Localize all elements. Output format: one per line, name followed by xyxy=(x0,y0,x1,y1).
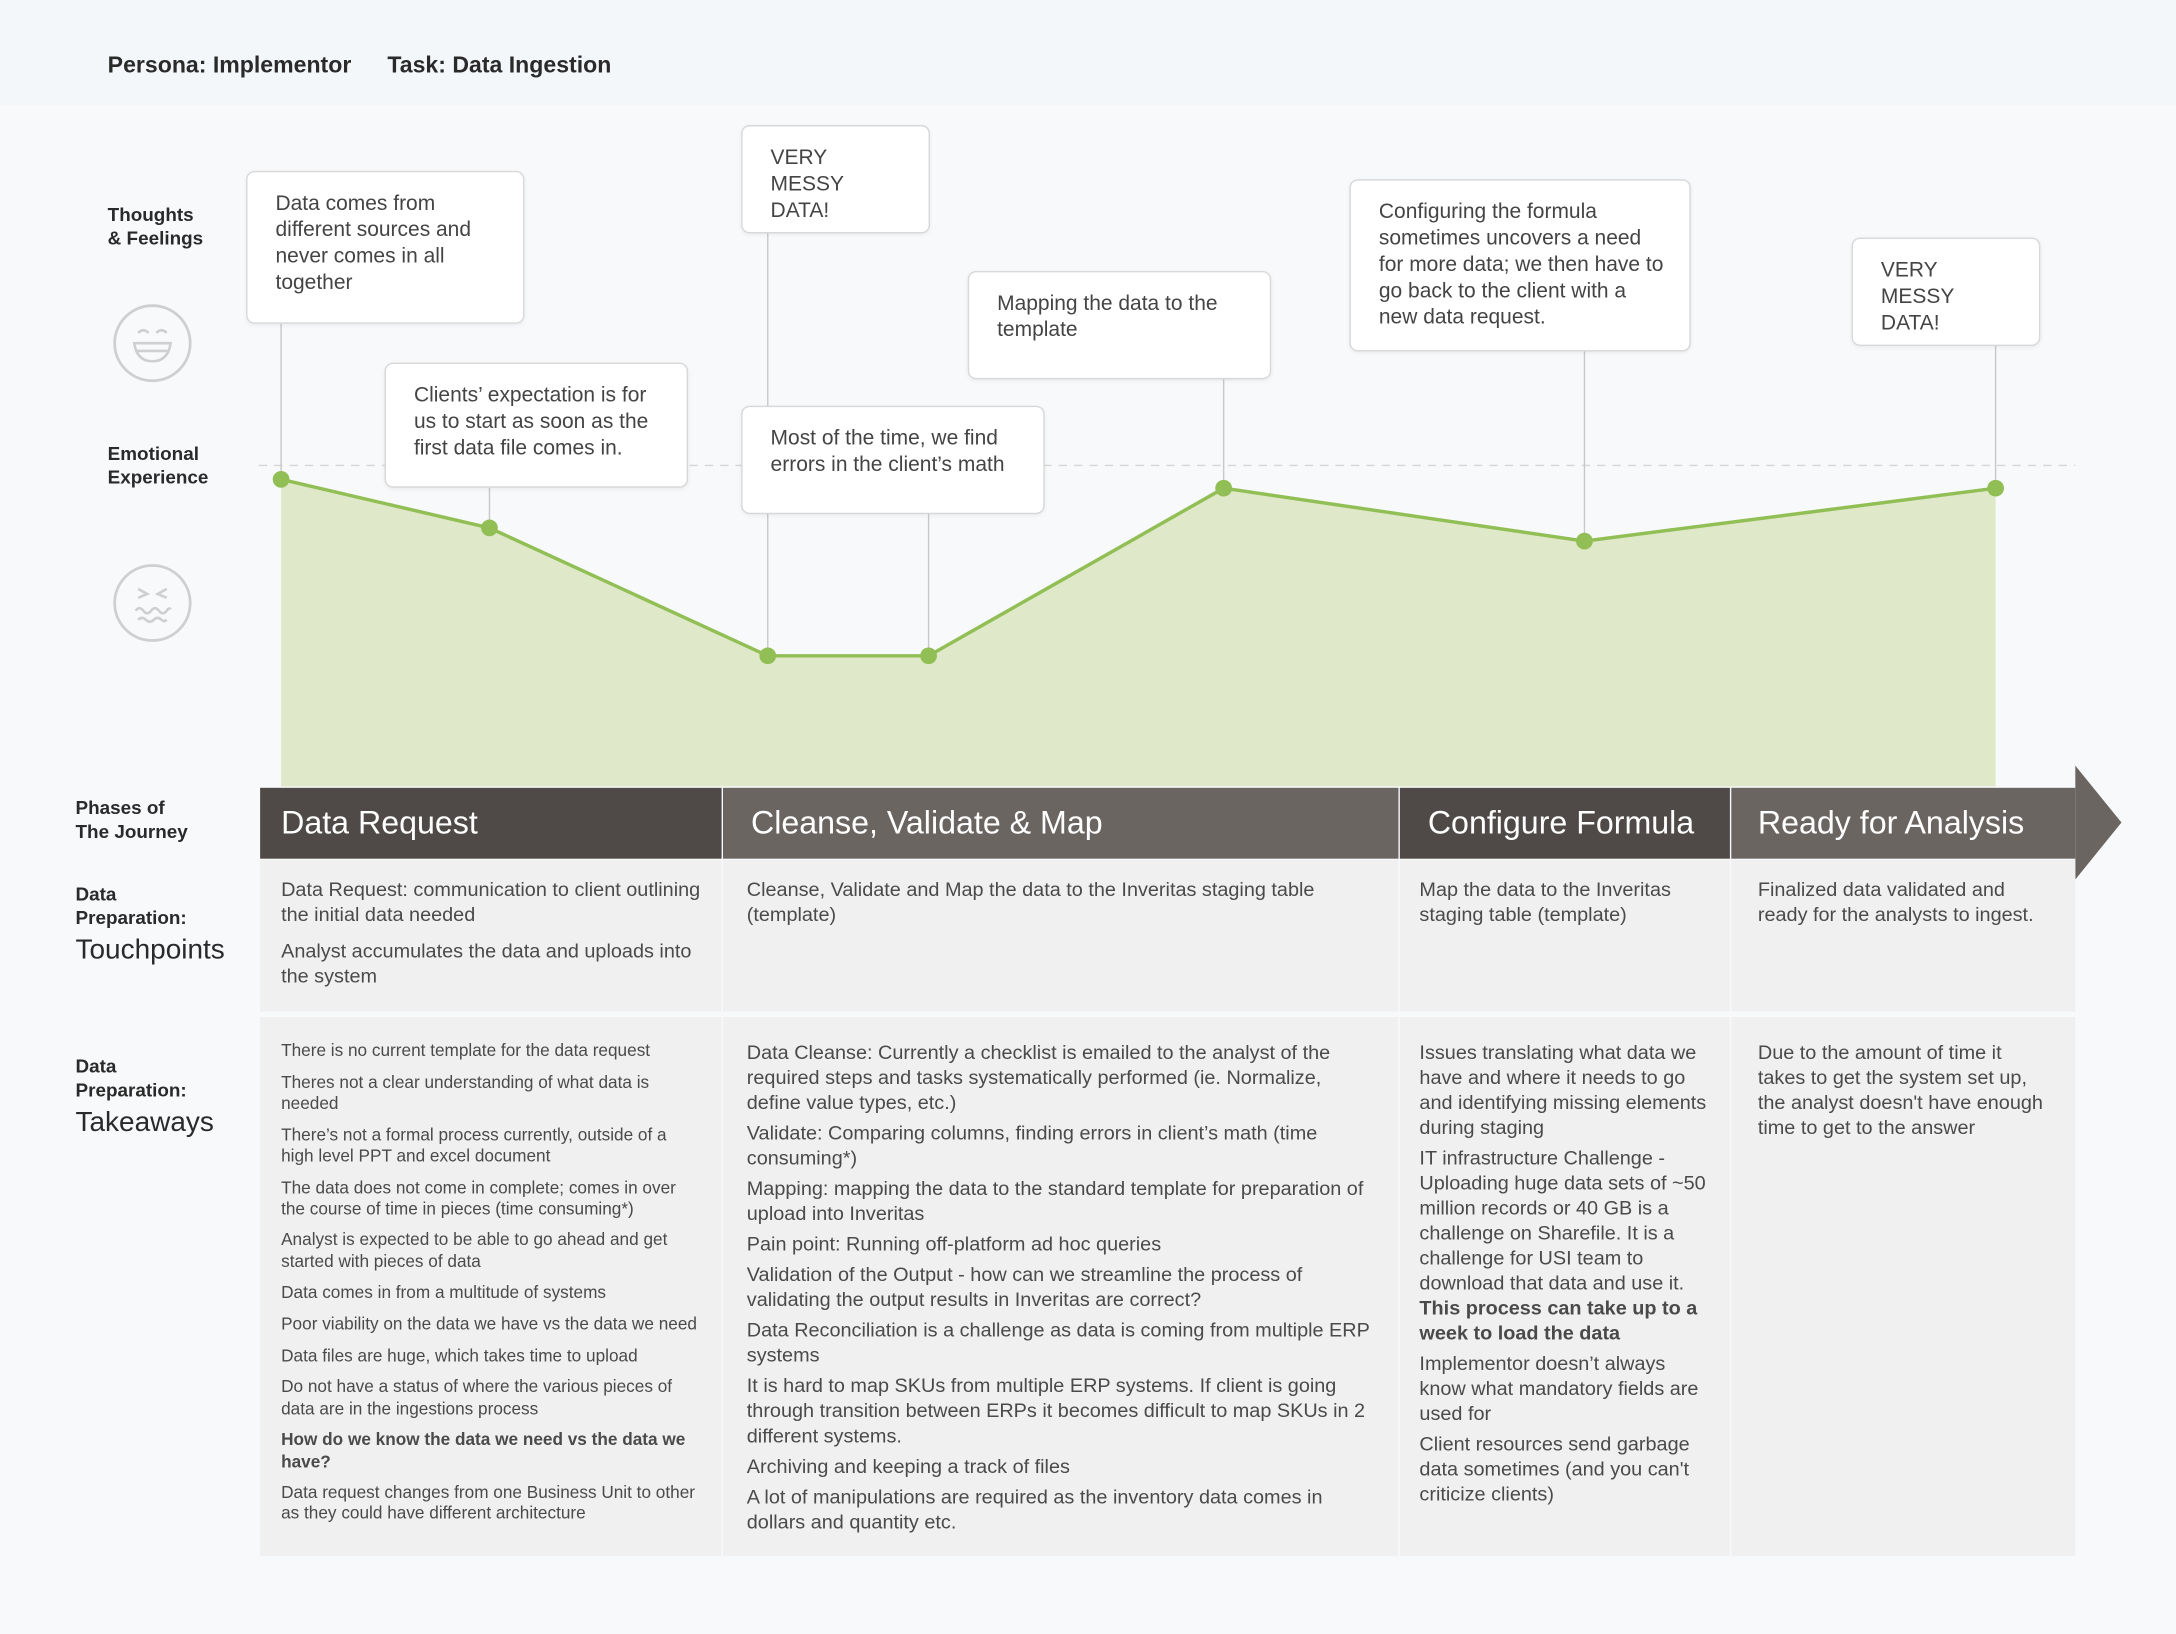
takeaway-2-item-5: Validation of the Output - how can we streamline the process of validating the output results in Inveritas are correct? xyxy=(746,1264,1303,1312)
takeaway-cell-4 xyxy=(1731,1017,2075,1556)
takeaway-1-item-9: Do not have a status of where the various pieces of data are in the ingestions process xyxy=(281,1377,673,1419)
phase-arrow-tip xyxy=(2075,766,2121,880)
thought-bubble-2: Clients’ expectation is for us to start as soon as the first data file comes in. xyxy=(385,363,688,488)
takeaway-1-item-3: There’s not a formal process currently, outside of a high level PPT and excel document xyxy=(281,1124,667,1166)
curve-point-2 xyxy=(481,520,498,537)
takeaway-3-item-2-bold: This process can take up to a week to load the data xyxy=(1419,1297,1698,1345)
takeaway-2-item-8: Archiving and keeping a track of files xyxy=(746,1456,1070,1479)
phase-ready-for-analysis: Ready for Analysis xyxy=(1731,788,2075,859)
takeaway-2-item-6: Data Reconciliation is a challenge as data is coming from multiple ERP systems xyxy=(746,1319,1370,1368)
takeaways-label-line1: Data xyxy=(75,1055,117,1077)
touchpoint-3-item-1: Map the data to the Inveritas staging table (template) xyxy=(1419,879,1671,927)
touchpoint-1-item-1: Data Request: communication to client outlining the initial data needed xyxy=(281,879,701,927)
thought-bubble-6: Configuring the formula sometimes uncovers a need for more data; we then have to go back to the client with a new data request. xyxy=(1350,179,1691,351)
phases-label-line2: The Journey xyxy=(75,821,188,843)
takeaway-1-item-4: The data does not come in complete; comes in over the course of time in pieces (time consuming*) xyxy=(281,1177,676,1219)
takeaway-1-item-5: Analyst is expected to be able to go ahead and get started with pieces of data xyxy=(281,1230,668,1271)
touchpoint-1-item-2: Analyst accumulates the data and uploads into the system xyxy=(281,940,692,988)
takeaway-3-item-4: Client resources send garbage data sometimes (and you can't criticize clients) xyxy=(1419,1433,1690,1507)
takeaway-1-item-10: How do we know the data we need vs the data we have? xyxy=(281,1430,686,1471)
takeaway-2-item-1: Data Cleanse: Currently a checklist is emailed to the analyst of the required steps and tasks systematically performed (ie. Normalize, define value types, etc.) xyxy=(746,1042,1331,1115)
takeaway-2-item-4: Pain point: Running off-platform ad hoc queries xyxy=(746,1233,1162,1257)
thought-bubble-1: Data comes from different sources and never comes in all together xyxy=(246,171,524,324)
phase-cleanse-validate-map: Cleanse, Validate & Map xyxy=(723,788,1398,859)
takeaway-cell-1 xyxy=(260,1017,721,1556)
phases-label-line1: Phases of xyxy=(75,797,165,819)
takeaway-1-item-7: Poor viability on the data we have vs the data we need xyxy=(281,1314,697,1334)
takeaways-label-big: Takeaways xyxy=(75,1107,214,1138)
curve-point-3 xyxy=(759,647,776,664)
curve-point-7 xyxy=(1987,480,2004,497)
takeaway-3-item-2-text: IT infrastructure Challenge - Uploading huge data sets of ~50 million records or 40 GB is a challenge on Sharefile. It is a challenge for USI team to download that data and use it. xyxy=(1419,1147,1706,1295)
curve-point-1 xyxy=(273,471,290,488)
thought-bubble-4: Most of the time, we find errors in the client’s math xyxy=(741,406,1044,514)
emotional-label-line1: Emotional xyxy=(107,443,199,465)
touchpoints-label-line1: Data xyxy=(75,883,117,905)
touchpoint-cell-2 xyxy=(723,860,1398,1011)
takeaway-3-item-1: Issues translating what data we have and where it needs to go and identifying missing elements during staging xyxy=(1419,1042,1707,1140)
touchpoints-label-line2: Preparation: xyxy=(75,907,187,929)
curve-point-6 xyxy=(1576,533,1593,550)
thoughts-label-line1: Thoughts xyxy=(107,204,194,226)
persona-label: Persona: Implementor xyxy=(107,52,352,78)
thought-bubble-7: VERY MESSY DATA! xyxy=(1852,238,2041,346)
takeaway-cell-3 xyxy=(1400,1017,1730,1556)
takeaway-1-item-11: Data request changes from one Business Unit to other as they could have different architecture xyxy=(281,1482,696,1524)
touchpoint-4-item-1: Finalized data validated and ready for the analysts to ingest. xyxy=(1757,879,2034,927)
takeaway-1-item-6: Data comes in from a multitude of systems xyxy=(281,1282,607,1303)
takeaway-1-item-2: Theres not a clear understanding of what data is needed xyxy=(281,1072,650,1113)
touchpoint-cell-4 xyxy=(1731,860,2075,1011)
takeaway-2-item-7: It is hard to map SKUs from multiple ERP systems. If client is going through transition between ERPs it becomes difficult to map SKUs in 2 different systems. xyxy=(746,1375,1366,1448)
touchpoints-label xyxy=(76,882,225,967)
takeaway-1-item-1: There is no current template for the data request xyxy=(281,1040,651,1061)
thought-bubble-5: Mapping the data to the template xyxy=(968,271,1271,379)
touchpoints-label-big: Touchpoints xyxy=(75,935,225,966)
takeaway-3-item-2 xyxy=(1419,1146,1708,1346)
takeaway-2-item-9: A lot of manipulations are required as the inventory data comes in dollars and quantity etc. xyxy=(746,1486,1323,1534)
curve-point-5 xyxy=(1215,480,1232,497)
phase-data-request: Data Request xyxy=(260,788,721,859)
touchpoint-cell-3 xyxy=(1400,860,1730,1011)
curve-fill-area xyxy=(281,479,1996,786)
touchpoint-2-item-1: Cleanse, Validate and Map the data to the Inveritas staging table (template) xyxy=(746,879,1315,927)
takeaway-1-item-8: Data files are huge, which takes time to upload xyxy=(281,1346,638,1366)
takeaway-2-item-2: Validate: Comparing columns, finding errors in client’s math (time consuming*) xyxy=(746,1122,1318,1170)
task-label: Task: Data Ingestion xyxy=(387,52,612,78)
takeaways-label xyxy=(76,1055,214,1140)
touchpoint-cell-1 xyxy=(260,860,721,1011)
takeaway-cell-2 xyxy=(723,1017,1398,1556)
emotional-label-line2: Experience xyxy=(107,466,209,488)
takeaways-label-line2: Preparation: xyxy=(75,1079,187,1101)
phase-configure-formula: Configure Formula xyxy=(1400,788,1730,859)
takeaway-2-item-3: Mapping: mapping the data to the standard template for preparation of upload into Inveritas xyxy=(746,1178,1364,1226)
thoughts-label-line2: & Feelings xyxy=(107,227,204,249)
takeaway-4-item-1: Due to the amount of time it takes to get the system set up, the analyst doesn't have enough time to get to the answer xyxy=(1757,1042,2043,1140)
thought-bubble-3: VERY MESSY DATA! xyxy=(741,125,930,233)
curve-point-4 xyxy=(920,647,937,664)
takeaway-3-item-3: Implementor doesn’t always know what mandatory fields are used for xyxy=(1419,1353,1699,1426)
